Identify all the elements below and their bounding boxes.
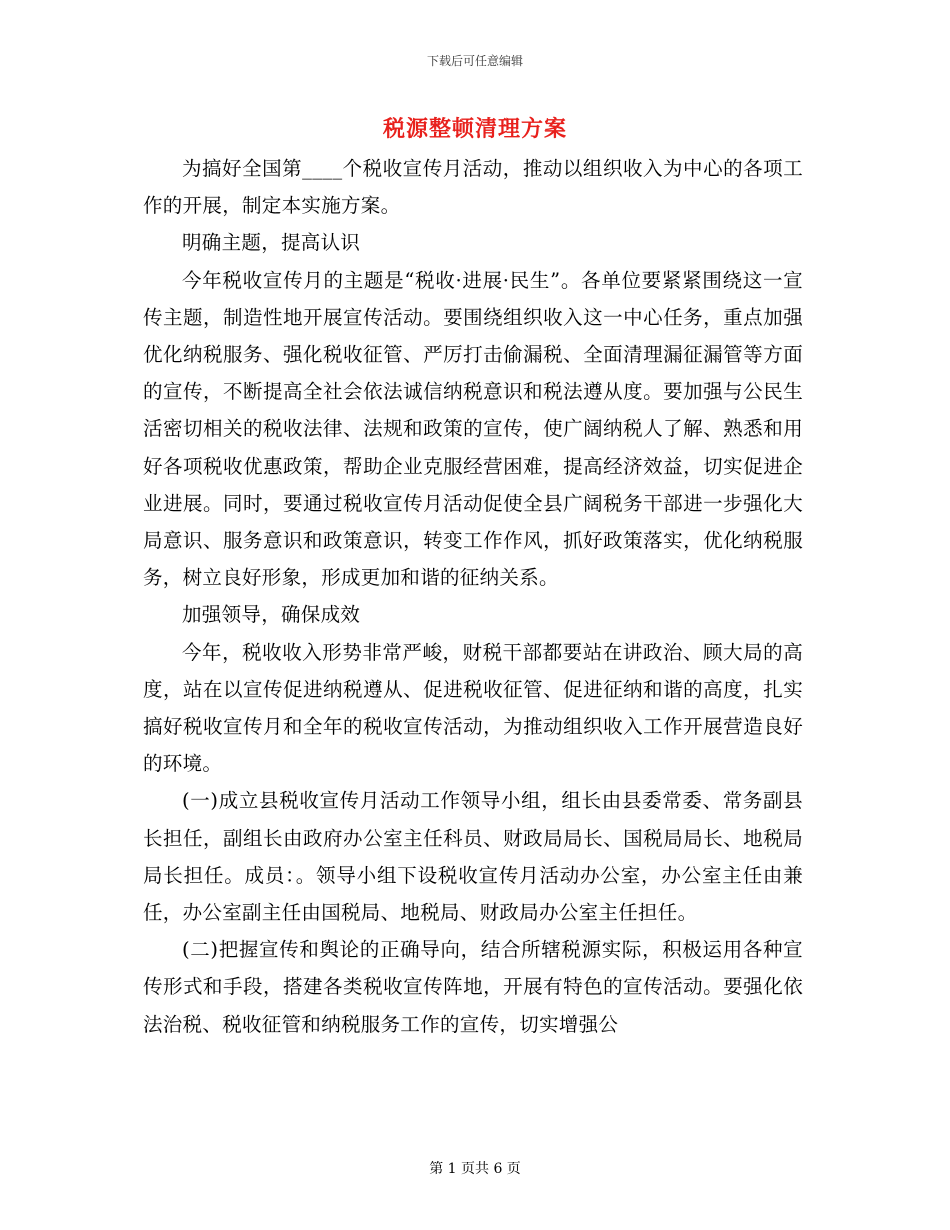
paragraph-item-2: (二)把握宣传和舆论的正确导向，结合所辖税源实际，积极运用各种宣传形式和手段，搭建各类税收宣传阵地，开展有特色的宣传活动。要强化依法治税、税收征管和纳税服务工作的宣传，切实增强公 [143,938,803,1036]
paragraph-item-1: (一)成立县税收宣传月活动工作领导小组，组长由县委常委、常务副县长担任，副组长由政府办公室主任科员、财政局局长、国税局局长、地税局局长担任。成员：。领导小组下设税收宣传月活动办公室，办公室主任由兼任，办公室副主任由国税局、地税局、财政局办公室主任担任。 [143,789,803,925]
paragraph-intro: 为搞好全国第____个税收宣传月活动，推动以组织收入为中心的各项工作的开展，制定本实施方案。 [143,157,803,218]
document-body [143,150,803,1043]
paragraph-leadership: 今年，税收收入形势非常严峻，财税干部都要站在讲政治、顾大局的高度，站在以宣传促进纳税遵从、促进税收征管、促进征纳和谐的高度，扎实搞好税收宣传月和全年的税收宣传活动，为推动组织收入工作开展营造良好的环境。 [143,640,803,776]
section-heading-theme: 明确主题，提高认识 [182,231,361,255]
paragraph-theme: 今年税收宣传月的主题是“税收·进展·民生”。各单位要紧紧围绕这一宣传主题，制造性地开展宣传活动。要围绕组织收入这一中心任务，重点加强优化纳税服务、强化税收征管、严厉打击偷漏税、全面清理漏征漏管等方面的宣传，不断提高全社会依法诚信纳税意识和税法遵从度。要加强与公民生活密切相关的税收法律、法规和政策的宣传，使广阔纳税人了解、熟悉和用好各项税收优惠政策，帮助企业克服经营困难，提高经济效益，切实促进企业进展。同时，要通过税收宣传月活动促使全县广阔税务干部进一步强化大局意识、服务意识和政策意识，转变工作作风，抓好政策落实，优化纳税服务，树立良好形象，形成更加和谐的征纳关系。 [143,268,803,590]
page-number: 第 1 页共 6 页 [429,1161,521,1177]
page-header-note: 下载后可任意编辑 [426,54,523,68]
document-title: 税源整顿清理方案 [382,116,567,142]
section-heading-leadership: 加强领导，确保成效 [182,603,361,627]
